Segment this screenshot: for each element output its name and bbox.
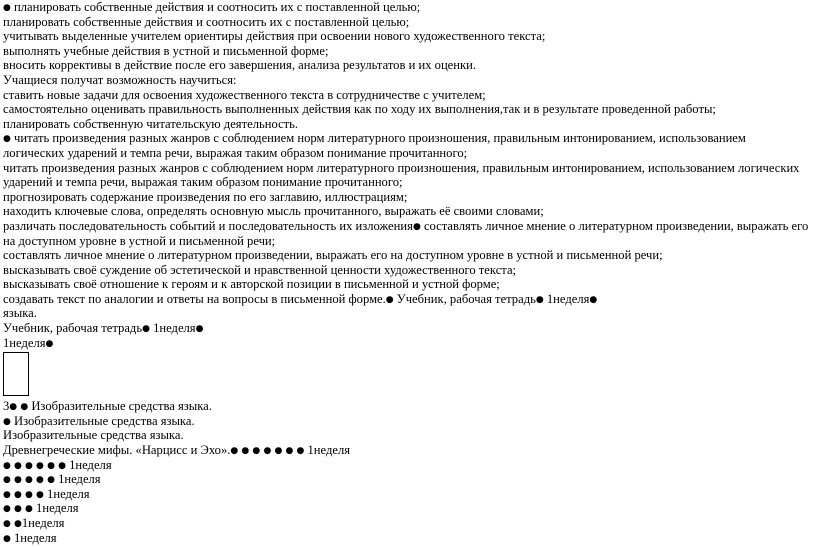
text-line: составлять личное мнение о литературном произведении, выражать его на доступном уровне в устной и письменной речи; xyxy=(3,248,663,263)
text-line: ● планировать собственные действия и соотносить их с поставленной целью; xyxy=(3,0,421,14)
text-line: учитывать выделенные учителем ориентиры действия при освоении нового художественного текста; xyxy=(3,29,546,44)
empty-frame xyxy=(3,352,29,396)
bullet-icon: ● xyxy=(3,489,11,500)
text-line: Учебник, рабочая тетрадь● 1неделя● xyxy=(3,321,204,336)
text-line: ● ● ● ● ● 1неделя xyxy=(3,472,101,487)
bullet-icon: ● xyxy=(296,446,305,457)
bullet-icon: ● xyxy=(274,446,283,457)
text-line: создавать текст по аналогии и ответы на вопросы в письменной форме.● Учебник, рабочая тетрадь● 1неделя● xyxy=(3,291,598,306)
bullet-icon: ● xyxy=(36,475,44,486)
bullet-icon: ● xyxy=(535,294,544,305)
text-line: на доступном уровне в устной и письменной речи; xyxy=(3,233,276,248)
bullet-icon: ● xyxy=(36,460,44,471)
section-heading: Учащиеся получат возможность научиться: xyxy=(3,72,237,87)
text-line: ставить новые задачи для освоения художественного текста в сотрудничестве с учителем; xyxy=(3,87,486,102)
document-body xyxy=(3,0,813,545)
bullet-icon: ● xyxy=(3,475,11,486)
bullet-icon: ● xyxy=(412,221,421,232)
text-line: Древнегреческие мифы. «Нарцисс и Эхо».● ● ● ● ● ● ● 1неделя xyxy=(3,443,351,458)
bullet-icon: ● xyxy=(14,504,22,515)
bullet-icon: ● xyxy=(36,489,44,500)
text-line: Изобразительные средства языка. xyxy=(3,428,184,443)
text-line: самостоятельно оценивать правильность выполненных действия как по ходу их выполнения,так и в результате проведенной работы; xyxy=(3,102,716,117)
text-line: вносить коррективы в действие после его завершения, анализа результатов и их оценки. xyxy=(3,58,477,73)
bullet-icon: ● xyxy=(58,460,66,471)
bullet-icon: ● xyxy=(47,460,55,471)
bullet-icon: ● xyxy=(47,475,55,486)
bullet-icon: ● xyxy=(9,402,18,413)
text-line: языка. xyxy=(3,306,37,321)
bullet-icon: ● xyxy=(252,446,261,457)
bullet-icon: ● xyxy=(385,294,394,305)
bullet-icon: ● xyxy=(589,294,598,305)
text-line: прогнозировать содержание произведения по его заглавию, иллюстрациям; xyxy=(3,189,408,204)
text-line: ● Изобразительные средства языка. xyxy=(3,413,195,428)
text-line: находить ключевые слова, определять основную мысль прочитанного, выражать её своими словами; xyxy=(3,204,544,219)
bullet-icon: ● xyxy=(3,3,11,13)
text-line: выполнять учебные действия в устной и письменной форме; xyxy=(3,43,329,58)
text-line: высказывать своё отношение к героям и к авторской позиции в письменной и устной форме; xyxy=(3,277,500,292)
text-line: высказывать своё суждение об эстетической и нравственной ценности художественного текста; xyxy=(3,262,517,277)
bullet-icon: ● xyxy=(3,519,11,529)
bullet-icon: ● xyxy=(241,446,250,457)
bullet-icon: ● xyxy=(25,475,33,486)
bullet-icon: ● xyxy=(230,446,239,457)
text-line: читать произведения разных жанров с соблюдением норм литературного произношения, правильным интонированием, использованием логических xyxy=(3,160,800,175)
bullet-icon: ● xyxy=(3,460,11,471)
text-line: ● ● ● ● ● ● 1неделя xyxy=(3,457,112,472)
bullet-icon: ● xyxy=(263,446,272,457)
bullet-icon: ● xyxy=(25,489,33,500)
text-line: планировать собственную читательскую деятельность. xyxy=(3,116,299,131)
bullet-icon: ● xyxy=(20,402,29,413)
bullet-icon: ● xyxy=(195,324,204,335)
text-line: различать последовательность событий и последовательность их изложения● составлять личное мнение о литературном произведении, выражать его xyxy=(3,218,809,233)
text-line: ● ● ● ● 1неделя xyxy=(3,486,90,501)
text-line: планировать собственные действия и соотносить их с поставленной целью; xyxy=(3,14,410,29)
bullet-icon: ● xyxy=(3,416,11,427)
text-line: ● 1неделя xyxy=(3,530,57,545)
bullet-icon: ● xyxy=(45,338,54,349)
text-line: ● ● ● 1неделя xyxy=(3,501,79,516)
bullet-icon: ● xyxy=(14,460,22,471)
text-line: ударений и темпа речи, выражая таким образом понимание прочитанного; xyxy=(3,175,403,190)
text-line: ● читать произведения разных жанров с соблюдением норм литературного произношения, правильным интонированием, использованием xyxy=(3,131,746,146)
bullet-icon: ● xyxy=(142,324,150,335)
bullet-icon: ● xyxy=(25,460,33,471)
bullet-icon: ● xyxy=(14,475,22,486)
text-line: 3● ● Изобразительные средства языка. xyxy=(3,399,212,414)
text-line: ● ●1неделя xyxy=(3,516,65,530)
text-line: логических ударений и темпа речи, выражая таким образом понимание прочитанного; xyxy=(3,145,468,160)
bullet-icon: ● xyxy=(3,134,11,145)
bullet-icon: ● xyxy=(3,533,11,544)
bullet-icon: ● xyxy=(14,519,22,529)
text-line: 1неделя● xyxy=(3,335,54,350)
bullet-icon: ● xyxy=(25,504,33,515)
bullet-icon: ● xyxy=(285,446,294,457)
bullet-icon: ● xyxy=(14,489,22,500)
bullet-icon: ● xyxy=(3,504,11,515)
